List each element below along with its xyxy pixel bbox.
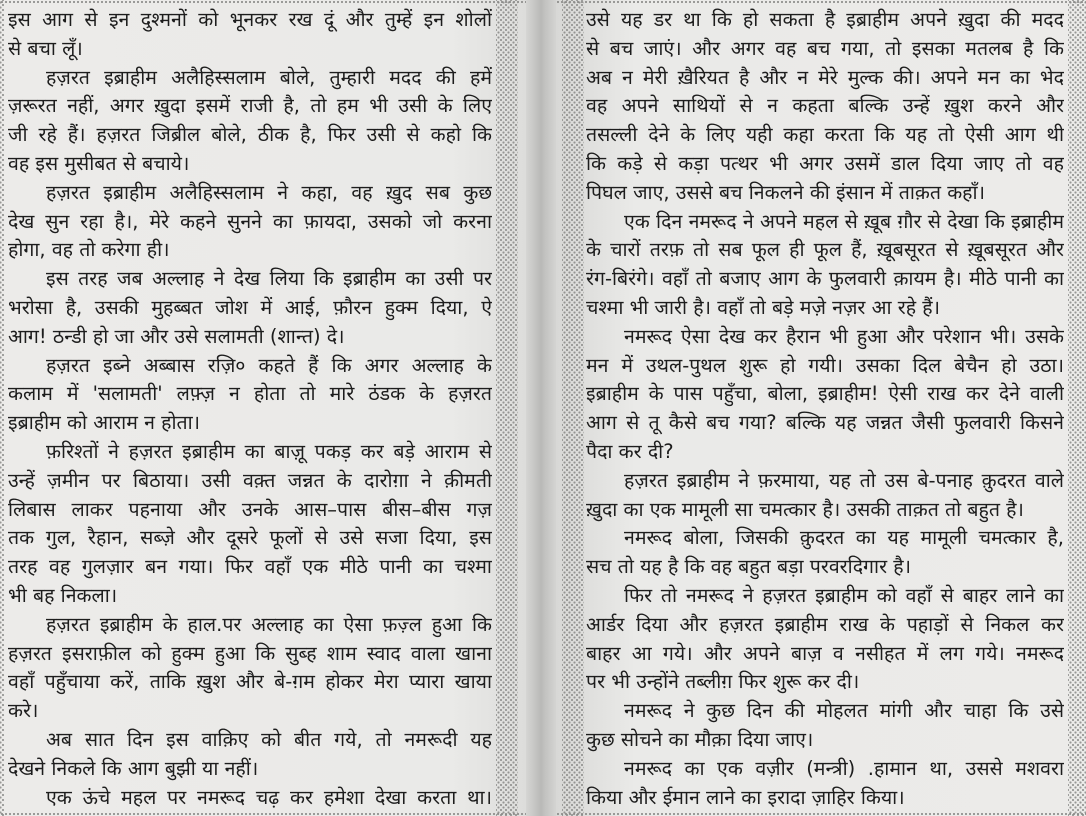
text-line: चश्मा भी जारी है। वहाँ तो बड़े मज़े नज़र आ रहे हैं।: [586, 295, 940, 319]
text-line: उसे यह डर था कि हो सकता है इब्राहीम अपने ख़ुदा की मदद: [586, 8, 1064, 31]
page-border-ornament: [0, 0, 4, 816]
text-line: पैदा कर दी?: [586, 439, 674, 463]
text-line: आग से तू कैसे बच गया? बल्कि यह जन्नत जैसी फुलवारी किसने: [586, 411, 1064, 435]
text-line: एक दिन नमरूद ने अपने महल से ख़ूब ग़ौर से देखा कि इब्राहीम: [624, 209, 1064, 233]
text-line: हज़रत इब्ने अब्बास रज़ि० कहते हैं कि अगर अल्लाह के: [46, 353, 492, 377]
top-border-ornament: [0, 0, 530, 4]
text-line: देखने निकले कि आग बुझी या नहीं।: [8, 756, 259, 780]
text-line: तसल्ली देने के लिए यही कहा करता कि यह तो ऐसी आग थी: [586, 123, 1064, 147]
text-line: ज़रूरत नहीं, अगर ख़ुदा इसमें राजी है, तो हम भी उसी के लिए: [8, 94, 492, 118]
page-border-ornament: [1068, 0, 1086, 816]
text-line: हज़रत इब्राहीम अलैहिस्सलाम बोले, तुम्हारी मदद की हमें: [46, 65, 492, 89]
text-line: नमरूद बोला, जिसकी क़ुदरत का यह मामूली चमत्कार है,: [624, 526, 1064, 550]
text-line: तरह वह गुलज़ार बन गया। फिर वहाँ एक मीठे पानी का चश्मा: [8, 555, 492, 579]
text-line: ख़ुदा का एक मामूली सा चमत्कार है। उसकी ताक़त तो बहुत है।: [586, 497, 1024, 521]
text-line: उन्हें ज़मीन पर बिठाया। उसी वक़्त जन्नत के दारोग़ा ने क़ीमती: [8, 468, 492, 492]
page-border-ornament: [496, 0, 518, 816]
top-border-ornament: [556, 0, 1086, 4]
text-line: सच तो यह है कि वह बहुत बड़ा परवरदिगार है।: [586, 555, 912, 579]
text-line: आर्डर दिया और हज़रत इब्राहीम राख के पहाड़ों से निकल कर: [586, 612, 1064, 636]
text-line: होगा, वह तो करेगा ही।: [8, 238, 170, 262]
left-book-page: [0, 0, 530, 816]
text-line: इब्राहीम के पास पहुँचा, बोला, इब्राहीम! ऐसी राख कर देने वाली: [586, 382, 1064, 406]
text-line: इस आग से इन दुश्मनों को भूनकर रख दूं और तुम्हें इन शोलों: [8, 8, 492, 31]
text-line: से बच जाएं। और अगर वह बच गया, तो इसका मतलब है कि: [586, 36, 1064, 60]
text-line: बाहर आ गये। और अपने बाज़ व नसीहत में लग गये। नमरूद: [586, 641, 1064, 665]
text-line: इस तरह जब अल्लाह ने देख लिया कि इब्राहीम का उसी पर: [46, 267, 492, 291]
text-line: आग! ठन्डी हो जा और उसे सलामती (शान्त) दे।: [8, 324, 345, 348]
text-line: वह अपने साथियों से न कहता बल्कि उन्हें ख़ुश करने और: [586, 94, 1064, 118]
text-line: पर भी उन्होंने तब्लीग़ फिर शुरू कर दी।: [586, 670, 860, 694]
text-line: से बचा लूँ।: [8, 36, 83, 60]
right-book-page: [556, 0, 1086, 816]
left-page-text: [8, 6, 492, 812]
book-gutter: [526, 0, 560, 816]
text-line: रंग-बिरंगे। वहाँ तो बजाए आग के फुलवारी क़ायम है। मीठे पानी का: [586, 267, 1064, 291]
bottom-border-ornament: [556, 812, 1086, 816]
text-line: नमरूद ऐसा देख कर हैरान भी हुआ और परेशान भी। उसके: [624, 324, 1064, 348]
text-line: वहाँ पहुँचाया करें, ताकि ख़ुश और बे-ग़म होकर मेरा प्यारा खाया: [8, 670, 492, 694]
text-line: अब सात दिन इस वाक़िए को बीत गये, तो नमरूदी यह: [46, 727, 492, 751]
text-line: फ़रिश्तों ने हज़रत इब्राहीम का बाज़ू पकड़ कर बड़े आराम से: [46, 439, 492, 463]
text-line: देख सुन रहा है।, मेरे कहने सुनने का फ़ायदा, उसको जो करना: [8, 209, 492, 233]
text-line: हज़रत इब्राहीम के हाल.पर अल्लाह का ऐसा फ़ज़्ल हुआ कि: [46, 612, 492, 636]
text-line: हज़रत इब्राहीम ने फ़रमाया, यह तो उस बे-पनाह क़ुदरत वाले: [624, 468, 1064, 492]
text-line: नमरूद ने कुछ दिन की मोहलत मांगी और चाहा कि उसे: [624, 699, 1064, 723]
text-line: कलाम में 'सलामती' लफ़्ज़ न होता तो मारे ठंडक के हज़रत: [8, 382, 492, 406]
bottom-border-ornament: [0, 812, 530, 816]
text-line: भरोसा है, उसकी मुहब्बत जोश में आई, फ़ौरन हुक्म दिया, ऐ: [8, 295, 492, 319]
text-line: कि कड़े से कड़ा पत्थर भी अगर उसमें डाल दिया जाए तो वह: [586, 151, 1064, 175]
text-line: इब्राहीम को आराम न होता।: [8, 411, 201, 435]
text-line: लिबास लाकर पहनाया और उनके आस–पास बीस–बीस गज़: [8, 497, 492, 521]
text-line: नमरूद का एक वज़ीर (मन्त्री) .हामान था, उससे मशवरा: [624, 756, 1064, 780]
text-line: के चारों तरफ़ तो सब फूल ही फूल हैं, ख़ूबसूरत से ख़ूबसूरत और: [586, 238, 1064, 262]
right-page-text: [586, 6, 1064, 812]
text-line: मन में उथल-पुथल शुरू हो गयी। उसका दिल बेचैन हो उठा।: [586, 353, 1064, 377]
text-line: कुछ सोचने का मौक़ा दिया जाए।: [586, 727, 814, 751]
text-line: जी रहे हैं। हज़रत जिब्रील बोले, ठीक है, फिर उसी से कहो कि: [8, 123, 492, 147]
text-line: फिर तो नमरूद ने हज़रत इब्राहीम को वहाँ से बाहर लाने का: [624, 583, 1064, 607]
text-line: तक गुल, रैहान, सब्ज़े और दूसरे फूलों से उसे सजा दिया, इस: [8, 526, 492, 550]
text-line: हज़रत इसराफ़ील को हुक्म हुआ कि सुब्ह शाम स्वाद वाला खाना: [8, 641, 492, 665]
text-line: वह इस मुसीबत से बचाये।: [8, 151, 190, 175]
text-line: एक ऊंचे महल पर नमरूद चढ़ कर हमेशा देखा करता था।: [46, 785, 492, 809]
text-line: अब न मेरी ख़ैरियत है और न मेरे मुल्क की। अपने मन का भेद: [586, 65, 1064, 89]
text-line: हज़रत इब्राहीम अलैहिस्सलाम ने कहा, वह ख़ुद सब कुछ: [46, 180, 492, 204]
text-line: पिघल जाए, उससे बच निकलने की इंसान में ताक़त कहाँ।: [586, 180, 985, 204]
page-border-ornament: [562, 0, 584, 816]
text-line: किया और ईमान लाने का इरादा ज़ाहिर किया।: [586, 785, 905, 809]
text-line: भी बह निकला।: [8, 583, 118, 607]
text-line: करे।: [8, 699, 39, 723]
